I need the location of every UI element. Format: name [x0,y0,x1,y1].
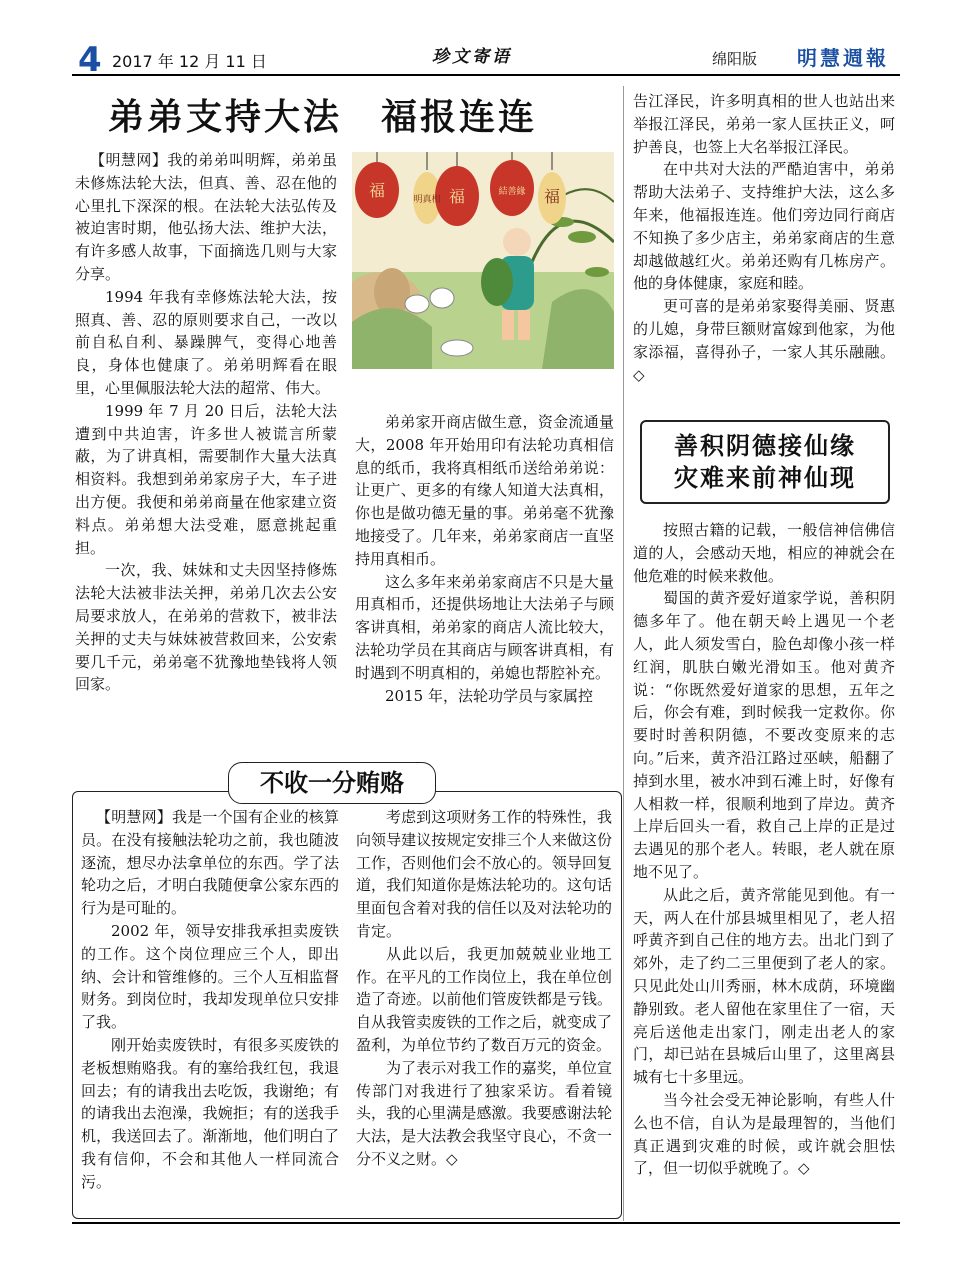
article2-paragraph: 从此以后，我更加兢兢业业地工作。在平凡的工作岗位上，我在单位创造了奇迹。以前他们管废铁都是亏钱。自从我管卖废铁的工作之后，就变成了盈利，为单位节约了数百万元的资金。 [356,944,612,1054]
lantern-text-4: 結善緣 [498,187,526,197]
article3-paragraph: 蜀国的黄齐爱好道家学说，善积阴德多年了。他在朝天岭上遇见一个老人，此人须发雪白，脸色却像小孩一样红润，肌肤白嫩光滑如玉。他对黄齐说：“你既然爱好道家的思想，五年之后，你会有难，到时候我一定救你。你要时时善积阴德，不要改变原来的志向。”后来，黄齐沿江路过巫峡，船翻了掉到水里，被水冲到石滩上时，好像有人相救一样，很顺利地到了岸边。黄齐上岸后回头一看，救自己上岸的正是过去遇见的那个老人。转眼，老人就在原地不见了。 [633,589,895,881]
article1-column-1 [75,149,337,696]
lantern-text-1: 福 [368,181,386,200]
article3-paragraph: 当今社会受无神论影响，有些人什么也不信，自认为是最理智的，当他们真正遇到灾难的时候，或许就会胆怯了，但一切似乎就晚了。◇ [633,1090,895,1178]
article1-paragraph: 更可喜的是弟弟家娶得美丽、贤惠的儿媳，身带巨额财富嫁到他家，为他家添福，喜得孙子，一家人其乐融融。◇ [633,297,895,384]
article2-paragraph: 2002 年，领导安排我承担卖废铁的工作。这个岗位理应三个人，即出纳、会计和管维修的。三个人互相监督财务。到岗位时，我却发现单位只安排了我。 [81,921,339,1032]
article1-paragraph: 这么多年来弟弟家商店不只是大量用真相币，还提供场地让大法弟子与顾客讲真相，弟弟家的商店人流比较大，法轮功学员在其商店与顾客讲真相，有时遇到不明真相的，弟媳也帮腔补充。 [355,572,614,682]
article2-paragraph: 考虑到这项财务工作的特殊性，我向领导建议按规定安排三个人来做这份工作，否则他们会不放心的。领导回复道，我们知道你是炼法轮功的。这句话里面包含着对我的信任以及对法轮功的肯定。 [356,808,612,940]
article3-title-line2: 灾难来前神仙现 [674,463,856,492]
article1-paragraph: 弟弟家开商店做生意，资金流通量大，2008 年开始用印有法轮功真相信息的纸币，我将真相纸币送给弟弟说：让更广、更多的有缘人知道大法真相，你也是做功德无量的事。弟弟毫不犹豫地接受了。几年来，弟弟家商店一直坚持用真相币。 [355,413,614,568]
article3-title-box [640,420,890,504]
page-number: 4 [78,40,102,80]
article1-paragraph: 在中共对大法的严酷迫害中，弟弟帮助大法弟子、支持维护大法，这么多年来，他福报连连。他们旁边同行商店不知换了多少店主，弟弟家商店的生意却越做越红火。弟弟还购有几栋房产。他的身体健康，家庭和睦。 [633,160,895,293]
article3-title-line1: 善积阴德接仙缘 [674,431,856,460]
article2-paragraph: 为了表示对我工作的嘉奖，单位宣传部门对我进行了独家采访。看着镜头，我的心里满是感激。我要感谢法轮大法，是大法教会我坚守良心，不贪一分不义之财。◇ [356,1058,612,1168]
article1-title: 弟弟支持大法 福报连连 [108,97,538,138]
article2-title: 不收一分贿赂 [228,762,436,804]
edition-name: 绵阳版 [712,50,758,68]
masthead: 明慧週報 [797,46,889,70]
lantern-text-3: 福 [448,187,466,206]
article3-body [633,519,895,1180]
footer-rule [72,1222,900,1224]
article1-paragraph: 告江泽民，许多明真相的世人也站出来举报江泽民，弟弟一家人匡扶正义，呵护善良，也签上大名举报江泽民。 [633,92,895,156]
article2-column-2 [356,806,612,1171]
illustration-svg [352,152,614,369]
issue-date: 2017 年 12 月 11 日 [112,52,267,71]
article1-column-3 [633,90,895,386]
article2-paragraph: 【明慧网】我是一个国有企业的核算员。在没有接触法轮功之前，我也随波逐流，想尽办法拿单位的东西。学了法轮功之后，才明白我随便拿公家东西的行为是可耻的。 [81,808,339,918]
lantern-text-5: 福 [543,187,561,206]
article3-paragraph: 按照古籍的记载，一般信神信佛信道的人，会感动天地，相应的神就会在他危难的时候来救他。 [633,521,895,585]
article1-column-2 [355,411,614,707]
article1-paragraph: 【明慧网】我的弟弟叫明辉，弟弟虽未修炼法轮大法，但真、善、忍在他的心里扎下深深的根。在法轮大法弘传及被迫害时期，他弘扬大法、维护大法，有许多感人故事，下面摘选几则与大家分享。 [75,151,337,283]
column-divider [623,86,624,1221]
lantern-text-2: 明真相 [413,195,441,205]
article2-paragraph: 刚开始卖废铁时，有很多买废铁的老板想贿赂我。有的塞给我红包，我退回去；有的请我出去吃饭，我谢绝；有的请我出去泡澡，我婉拒；有的送我手机，我送回去了。渐渐地，他们明白了我有信仰，不会和其他人一样同流合污。 [81,1035,339,1191]
article1-illustration [352,152,614,369]
article1-paragraph: 一次，我、妹妹和丈夫因坚持修炼法轮大法被非法关押，弟弟几次去公安局要求放人，在弟弟的营救下，被非法关押的丈夫与妹妹被营救回来，公安索要几千元，弟弟毫不犹豫地垫钱将人领回家。 [75,561,337,694]
section-name: 珍文寄语 [432,47,512,67]
article1-paragraph: 2015 年，法轮功学员与家属控 [385,686,593,705]
article3-paragraph: 从此之后，黄齐常能见到他。有一天，两人在什邡县城里相见了，老人招呼黄齐到自己住的地方去。出北门到了郊外，走了约二三里便到了老人的家。只见此处山川秀丽，林木成荫，环境幽静别致。老人留他在家里住了一宿，天亮后送他走出家门，刚走出老人的家门，却已站在县城后山里了，这里离县城有七十多里远。 [633,885,895,1087]
article1-paragraph: 1999 年 7 月 20 日后，法轮大法遭到中共迫害，许多世人被谎言所蒙蔽，为了讲真相，需要制作大量大法真相资料。我想到弟弟家房子大，车子进出方便。我便和弟弟商量在他家建立资料点。弟弟想大法受难，愿意挑起重担。 [75,401,337,557]
header-rule [72,74,900,76]
article1-paragraph: 1994 年我有幸修炼法轮大法，按照真、善、忍的原则要求自己，一改以前自私自利、暴躁脾气，变得心地善良，身体也健康了。弟弟明辉看在眼里，心里佩服法轮大法的超常、伟大。 [75,287,337,397]
article2-column-1 [81,806,339,1194]
